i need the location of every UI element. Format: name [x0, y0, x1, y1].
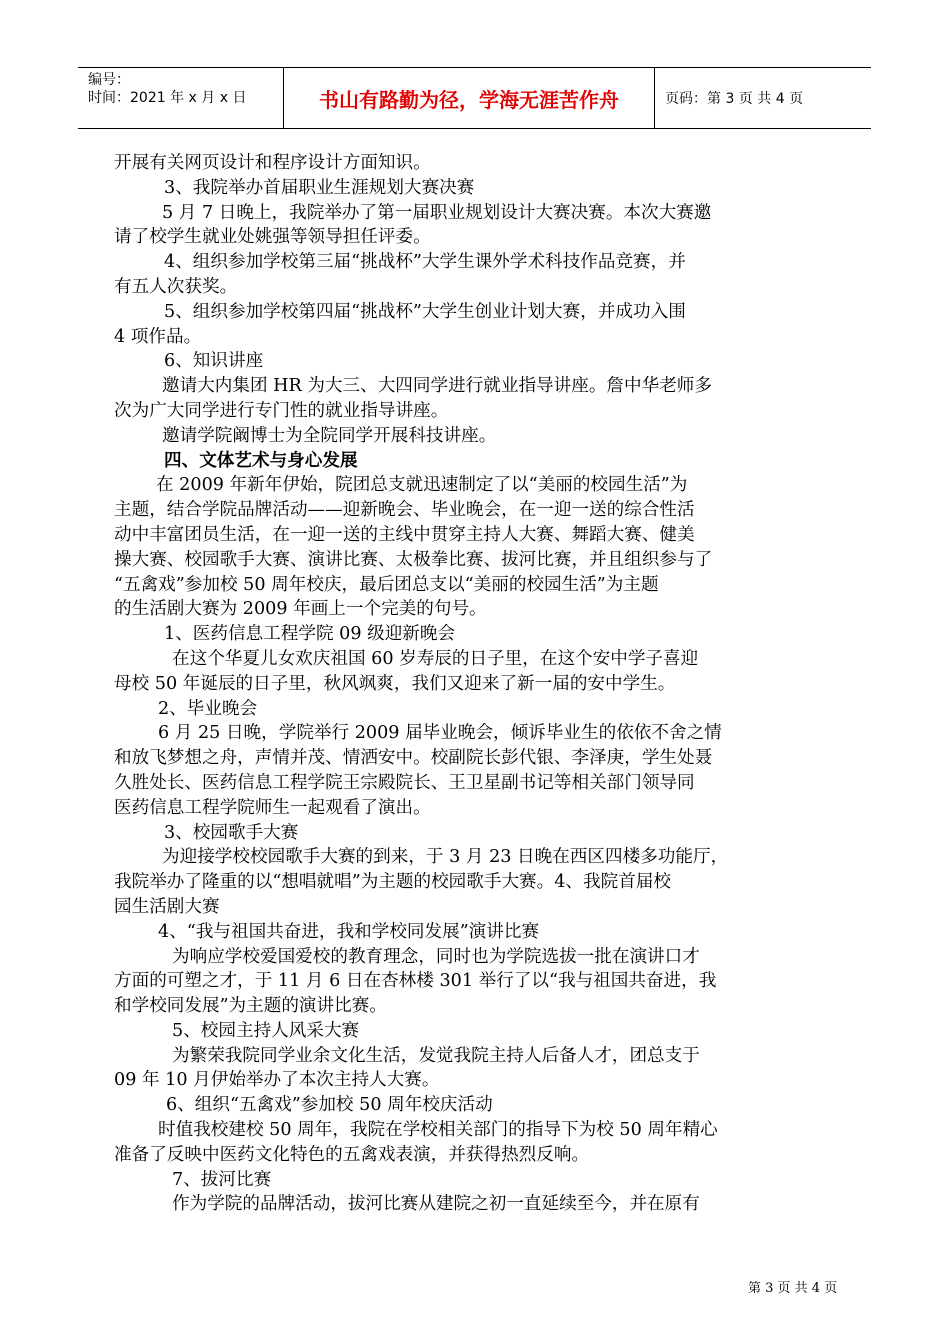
text-line: 6 月 25 日晚，学院举行 2009 届毕业晚会，倾诉毕业生的依依不舍之情 [158, 723, 722, 744]
text-line: 的生活剧大赛为 2009 年画上一个完美的句号。 [114, 599, 487, 620]
text-line: 在这个华夏儿女欢庆祖国 60 岁寿辰的日子里，在这个安中学子喜迎 [172, 648, 699, 669]
text-line: 5、校园主持人风采大赛 [172, 1020, 360, 1041]
text-line: 请了校学生就业处姚强等领导担任评委。 [114, 227, 431, 248]
text-line: 医药信息工程学院师生一起观看了演出。 [114, 797, 431, 818]
section-heading: 四、文体艺术与身心发展 [164, 449, 358, 471]
text-line: 7、拔河比赛 [172, 1169, 272, 1190]
text-line: 6、组织“五禽戏”参加校 50 周年校庆活动 [166, 1095, 493, 1116]
text-line: 准备了反映中医药文化特色的五禽戏表演，并获得热烈反响。 [114, 1144, 590, 1165]
text-line: 作为学院的品牌活动，拔河比赛从建院之初一直延续至今，并在原有 [172, 1194, 700, 1215]
text-line: 主题，结合学院品牌活动——迎新晚会、毕业晚会，在一迎一送的综合性活 [114, 500, 695, 521]
text-line: 次为广大同学进行专门性的就业指导讲座。 [114, 400, 449, 421]
text-line: 4、组织参加学校第三届“挑战杯”大学生课外学术科技作品竞赛，并 [164, 252, 686, 273]
text-line: 有五人次获奖。 [114, 276, 238, 297]
text-line: 为响应学校爱国爱校的教育理念，同时也为学院选拔一批在演讲口才 [172, 946, 700, 967]
page-footer: 第 3 页 共 4 页 [748, 1281, 838, 1296]
text-line: 久胜处长、医药信息工程学院王宗殿院长、王卫星副书记等相关部门领导同 [114, 772, 695, 793]
text-line: 1、医药信息工程学院 09 级迎新晚会 [164, 624, 456, 645]
text-line: 为繁荣我院同学业余文化生活，发觉我院主持人后备人才，团总支于 [172, 1045, 700, 1066]
document-time-label: 时间：2021 年 x 月 x 日 [88, 90, 247, 106]
text-line: 和学校同发展”为主题的演讲比赛。 [114, 996, 387, 1017]
text-line: 时值我校建校 50 周年，我院在学校相关部门的指导下为校 50 周年精心 [158, 1120, 718, 1141]
document-body [114, 151, 839, 1217]
text-line: 09 年 10 月伊始举办了本次主持人大赛。 [114, 1070, 440, 1091]
document-number-label: 编号： [88, 72, 130, 88]
text-line: 开展有关网页设计和程序设计方面知识。 [114, 153, 431, 173]
text-line: 在 2009 年新年伊始，院团总支就迅速制定了以“美丽的校园生活”为 [156, 475, 688, 496]
text-line: 为迎接学校校园歌手大赛的到来，于 3 月 23 日晚在西区四楼多功能厅， [162, 847, 729, 868]
text-line: 母校 50 年诞辰的日子里，秋风飒爽，我们又迎来了新一届的安中学生。 [114, 673, 676, 694]
text-line: 3、我院举办首届职业生涯规划大赛决赛 [164, 177, 475, 198]
text-line: 操大赛、校园歌手大赛、演讲比赛、太极拳比赛、拔河比赛，并且组织参与了 [114, 549, 713, 570]
text-line: 园生活剧大赛 [114, 896, 220, 917]
text-line: 方面的可塑之才，于 11 月 6 日在杏林楼 301 举行了以“我与祖国共奋进，我 [114, 971, 717, 992]
text-line: 邀请大内集团 HR 为大三、大四同学进行就业指导讲座。詹中华老师多 [162, 376, 712, 397]
text-line: 邀请学院阚博士为全院同学开展科技讲座。 [162, 425, 497, 446]
text-line: 和放飞梦想之舟，声情并茂、情洒安中。校副院长彭代银、李泽庚，学生处聂 [114, 748, 713, 769]
header-meta [78, 68, 283, 128]
page-header [78, 67, 871, 129]
text-line: 3、校园歌手大赛 [164, 822, 299, 843]
text-line: “五禽戏”参加校 50 周年校庆，最后团总支以“美丽的校园生活”为主题 [114, 574, 659, 595]
text-line: 6、知识讲座 [164, 351, 264, 372]
text-line: 4、“我与祖国共奋进，我和学校同发展”演讲比赛 [158, 921, 540, 942]
text-line: 动中丰富团员生活，在一迎一送的主线中贯穿主持人大赛、舞蹈大赛、健美 [114, 524, 695, 545]
header-motto: 书山有路勤为径，学海无涯苦作舟 [283, 68, 655, 128]
text-line: 我院举办了隆重的以“想唱就唱”为主题的校园歌手大赛。4、我院首届校 [114, 872, 671, 893]
header-page-number: 页码：第 3 页 共 4 页 [665, 91, 804, 107]
text-line: 5 月 7 日晚上，我院举办了第一届职业规划设计大赛决赛。本次大赛邀 [162, 202, 712, 223]
text-line: 2、毕业晚会 [158, 698, 258, 719]
text-line: 4 项作品。 [114, 326, 202, 347]
text-line: 5、组织参加学校第四届“挑战杯”大学生创业计划大赛，并成功入围 [164, 301, 686, 322]
